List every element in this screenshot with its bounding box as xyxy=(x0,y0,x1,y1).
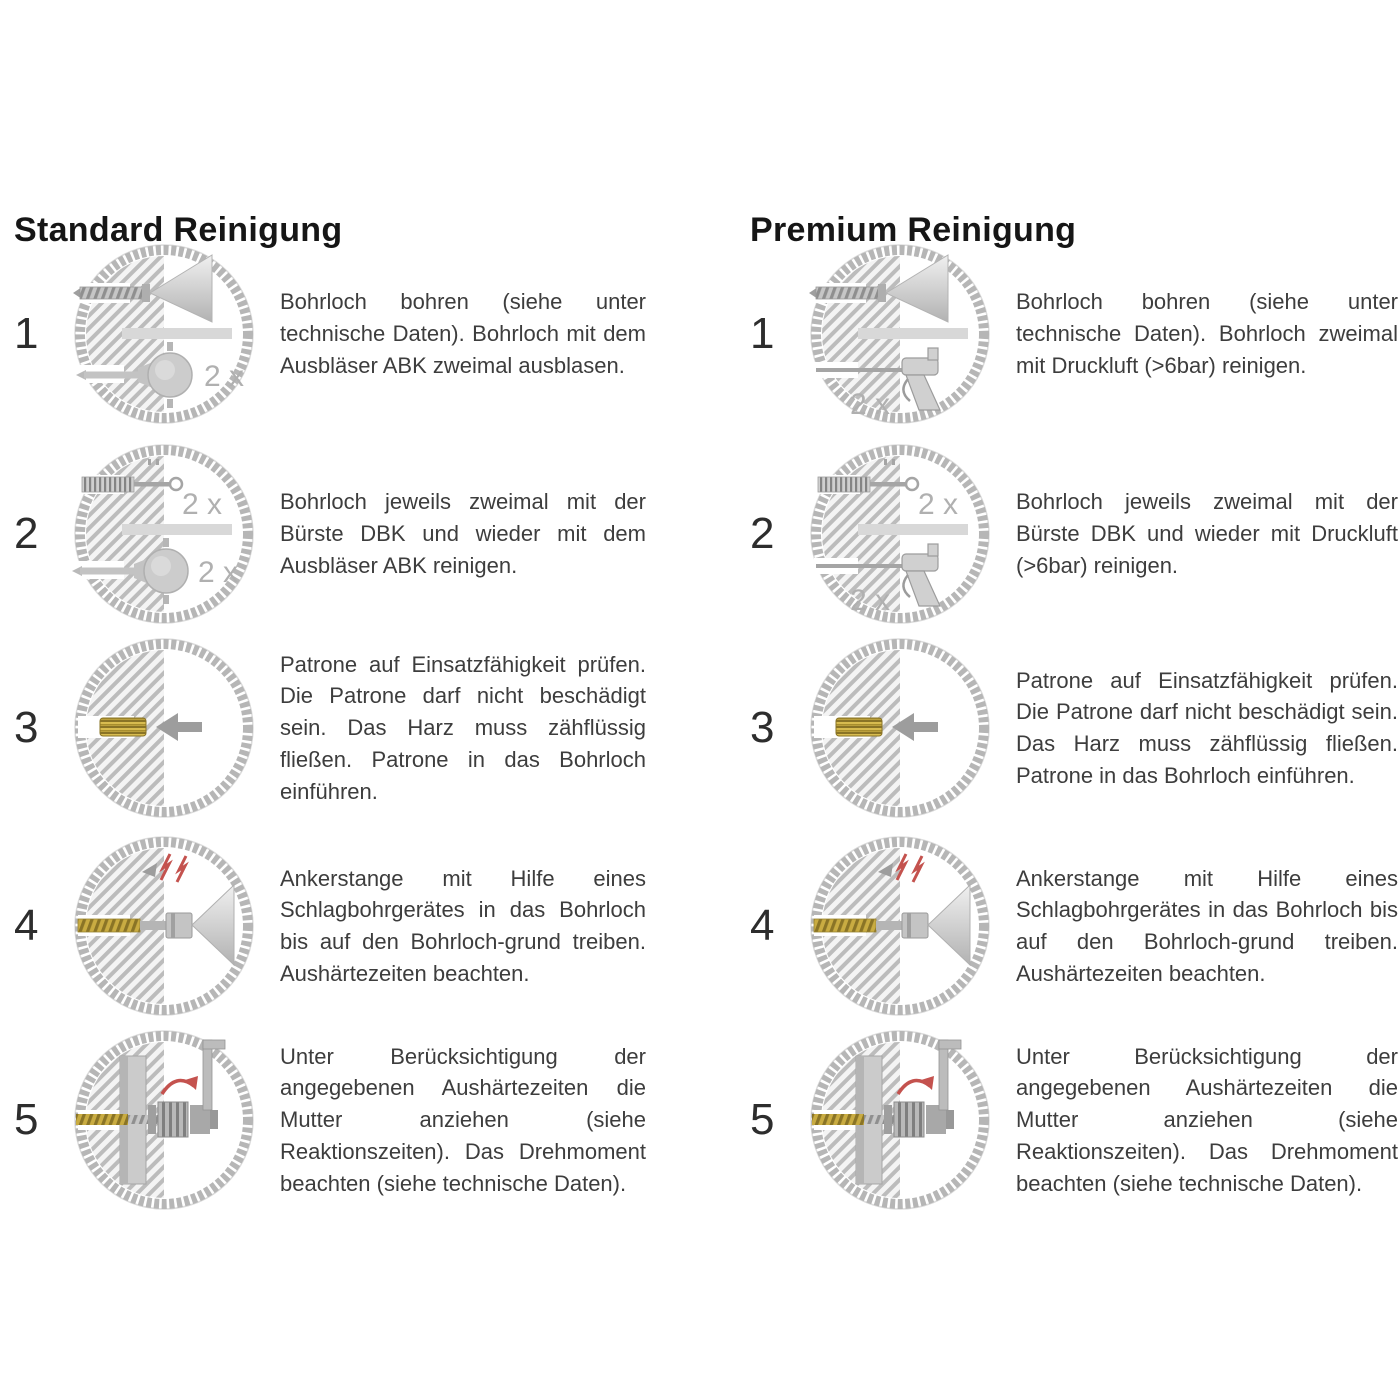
repeat-count-label: 2 x xyxy=(850,388,891,421)
step-figure xyxy=(64,828,264,1024)
step-number: 1 xyxy=(750,309,775,358)
step-number: 3 xyxy=(14,703,39,752)
anchor-rod-hammer-drill-icon xyxy=(800,828,1000,1024)
premium-step-1 xyxy=(750,236,1398,432)
step-number: 5 xyxy=(750,1095,775,1144)
repeat-count-label: 2 x xyxy=(918,488,959,521)
repeat-count-label: 2 x xyxy=(204,360,245,393)
step-figure xyxy=(64,436,264,632)
step-text: Patrone auf Einsatzfähigkeit prüfen. Die Patrone darf nicht beschädigt sein. Das Harz muss zähflüssig fließen. Patrone in das Bohrloch einführen. xyxy=(280,651,646,804)
step-figure xyxy=(64,1022,264,1218)
brush-hand-blower-icon xyxy=(64,436,264,632)
step-figure xyxy=(800,630,1000,826)
step-text: Ankerstange mit Hilfe eines Schlagbohrgerätes in das Bohrloch bis auf den Bohrloch-grund treiben. Aushärtezeiten beachten. xyxy=(1016,865,1398,986)
brush-air-gun-icon xyxy=(800,436,1000,632)
anchor-rod-hammer-drill-icon xyxy=(64,828,264,1024)
step-figure xyxy=(800,236,1000,432)
wall-section-icon xyxy=(811,445,989,623)
torque-wrench-nut-icon xyxy=(800,1022,1000,1218)
wall-section-icon xyxy=(811,639,989,817)
wall-section-icon xyxy=(72,445,253,623)
wall-section-icon xyxy=(75,837,253,1015)
wall-section-icon xyxy=(809,245,989,423)
step-text: Bohrloch jeweils zweimal mit der Bürste DBK und wieder mit Druckluft (>6bar) reinigen. xyxy=(1016,489,1398,578)
step-figure xyxy=(64,236,264,432)
premium-step-2 xyxy=(750,436,1398,632)
wall-section-icon xyxy=(75,639,253,817)
resin-cartridge-icon xyxy=(800,630,1000,826)
standard-step-1 xyxy=(14,236,646,432)
step-text: Bohrloch bohren (siehe unter technische Daten). Bohrloch mit dem Ausbläser ABK zweimal ausblasen. xyxy=(280,289,646,378)
standard-step-4 xyxy=(14,828,646,1024)
standard-column-title: Standard Reinigung xyxy=(14,210,343,249)
wall-section-icon xyxy=(73,245,253,423)
premium-step-4 xyxy=(750,828,1398,1024)
step-number: 2 xyxy=(750,509,775,558)
step-text: Bohrloch bohren (siehe unter technische Daten). Bohrloch zweimal mit Druckluft (>6bar) reinigen. xyxy=(1016,289,1398,378)
step-text: Bohrloch jeweils zweimal mit der Bürste DBK und wieder mit dem Ausbläser ABK reinigen. xyxy=(280,489,646,578)
wall-section-icon xyxy=(811,1031,989,1209)
step-number: 1 xyxy=(14,309,39,358)
step-number: 2 xyxy=(14,509,39,558)
standard-step-2 xyxy=(14,436,646,632)
premium-step-5 xyxy=(750,1022,1398,1218)
standard-step-3 xyxy=(14,630,646,826)
wall-section-icon xyxy=(811,837,989,1015)
repeat-count-label: 2 x xyxy=(182,488,223,521)
resin-cartridge-icon xyxy=(64,630,264,826)
premium-step-3 xyxy=(750,630,1398,826)
drill-dust-funnel-air-gun-icon xyxy=(800,236,1000,432)
premium-column xyxy=(750,0,1398,1400)
wall-section-icon xyxy=(75,1031,253,1209)
drill-dust-funnel-hand-blower-icon xyxy=(64,236,264,432)
torque-wrench-nut-icon xyxy=(64,1022,264,1218)
step-text: Ankerstange mit Hilfe eines Schlagbohrgerätes in das Bohrloch bis auf den Bohrloch-grund treiben. Aushärtezeiten beachten. xyxy=(280,865,646,986)
standard-step-5 xyxy=(14,1022,646,1218)
standard-column xyxy=(14,0,646,1400)
step-text: Patrone auf Einsatzfähigkeit prüfen. Die Patrone darf nicht beschädigt sein. Das Harz muss zähflüssig fließen. Patrone in das Bohrloch einführen. xyxy=(1016,667,1398,788)
step-text: Unter Berücksichtigung der angegebenen Aushärtezeiten die Mutter anziehen (siehe Reaktionszeiten). Das Drehmoment beachten (siehe technische Daten). xyxy=(280,1043,646,1196)
step-number: 3 xyxy=(750,703,775,752)
premium-column-title: Premium Reinigung xyxy=(750,210,1077,249)
step-number: 4 xyxy=(750,901,775,950)
step-figure xyxy=(800,828,1000,1024)
repeat-count-label: 2 x xyxy=(198,556,239,589)
repeat-count-label: 2 x xyxy=(850,584,891,617)
step-figure xyxy=(800,436,1000,632)
step-number: 4 xyxy=(14,901,39,950)
step-figure xyxy=(64,630,264,826)
step-figure xyxy=(800,1022,1000,1218)
step-text: Unter Berücksichtigung der angegebenen Aushärtezeiten die Mutter anziehen (siehe Reaktionszeiten). Das Drehmoment beachten (siehe technische Daten). xyxy=(1016,1043,1398,1196)
step-number: 5 xyxy=(14,1095,39,1144)
